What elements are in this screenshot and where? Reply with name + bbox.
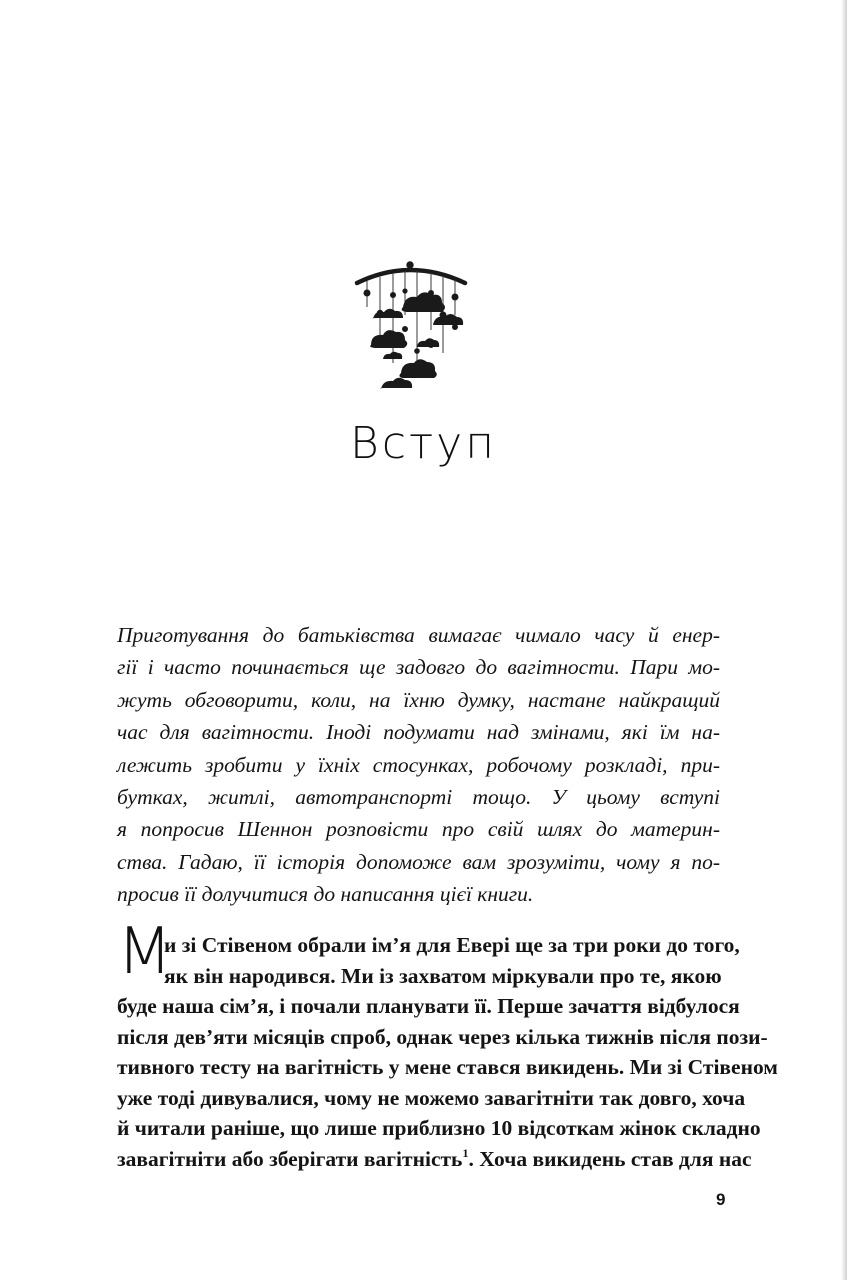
cloud-mobile-icon xyxy=(345,255,475,405)
body-line: після дев’яти місяців спроб, однак через кілька тижнів після пози- xyxy=(117,1024,768,1049)
intro-paragraph xyxy=(117,619,720,911)
body-line-start: завагітніти або зберігати вагітність xyxy=(117,1146,463,1171)
body-line: уже тоді дивувалися, чому не можемо завагітніти так довго, хоча xyxy=(117,1085,746,1110)
intro-line: лежить зробити у їхніх стосунках, робочому розкладі, при- xyxy=(117,752,720,777)
chapter-title: Вступ xyxy=(350,418,497,469)
drop-cap: М xyxy=(117,915,173,989)
footnote-marker[interactable]: 1 xyxy=(462,1145,469,1160)
intro-line: просив її долучитися до написання цієї книги. xyxy=(117,882,534,907)
body-line-end: . Хоча викидень став для нас xyxy=(468,1146,752,1171)
body-line: як він народився. Ми із захватом міркували про те, якою xyxy=(164,963,722,988)
page-number: 9 xyxy=(716,1190,726,1209)
body-line: й читали раніше, що лише приблизно 10 відсоткам жінок складно xyxy=(117,1116,761,1140)
page-edge xyxy=(841,0,847,1280)
body-line: тивного тесту на вагітність у мене стався викидень. Ми зі Стівеном xyxy=(117,1055,778,1079)
body-line: и зі Стівеном обрали ім’я для Евері ще за три роки до того, xyxy=(164,933,740,957)
intro-line: час для вагітности. Іноді подумати над змінами, які їм на- xyxy=(117,720,720,745)
body-paragraph xyxy=(117,930,778,1174)
intro-line: жуть обговорити, коли, на їхню думку, настане найкращий xyxy=(117,687,720,712)
intro-line: я попросив Шеннон розповісти про свій шлях до материн- xyxy=(117,817,720,842)
body-line-with-footnote xyxy=(117,1144,752,1175)
intro-line: бутках, житлі, автотранспорті тощо. У цьому вступі xyxy=(117,785,720,810)
intro-line: Приготування до батьківства вимагає чималo часу й енер- xyxy=(117,623,720,647)
intro-line: ства. Гадаю, її історія допоможе вам зрозуміти, чому я по- xyxy=(117,849,720,874)
body-line: буде наша сім’я, і почали планувати її. Перше зачаття відбулося xyxy=(117,994,740,1018)
intro-line: гії і часто починається ще задовго до вагітности. Пари мо- xyxy=(117,655,720,680)
